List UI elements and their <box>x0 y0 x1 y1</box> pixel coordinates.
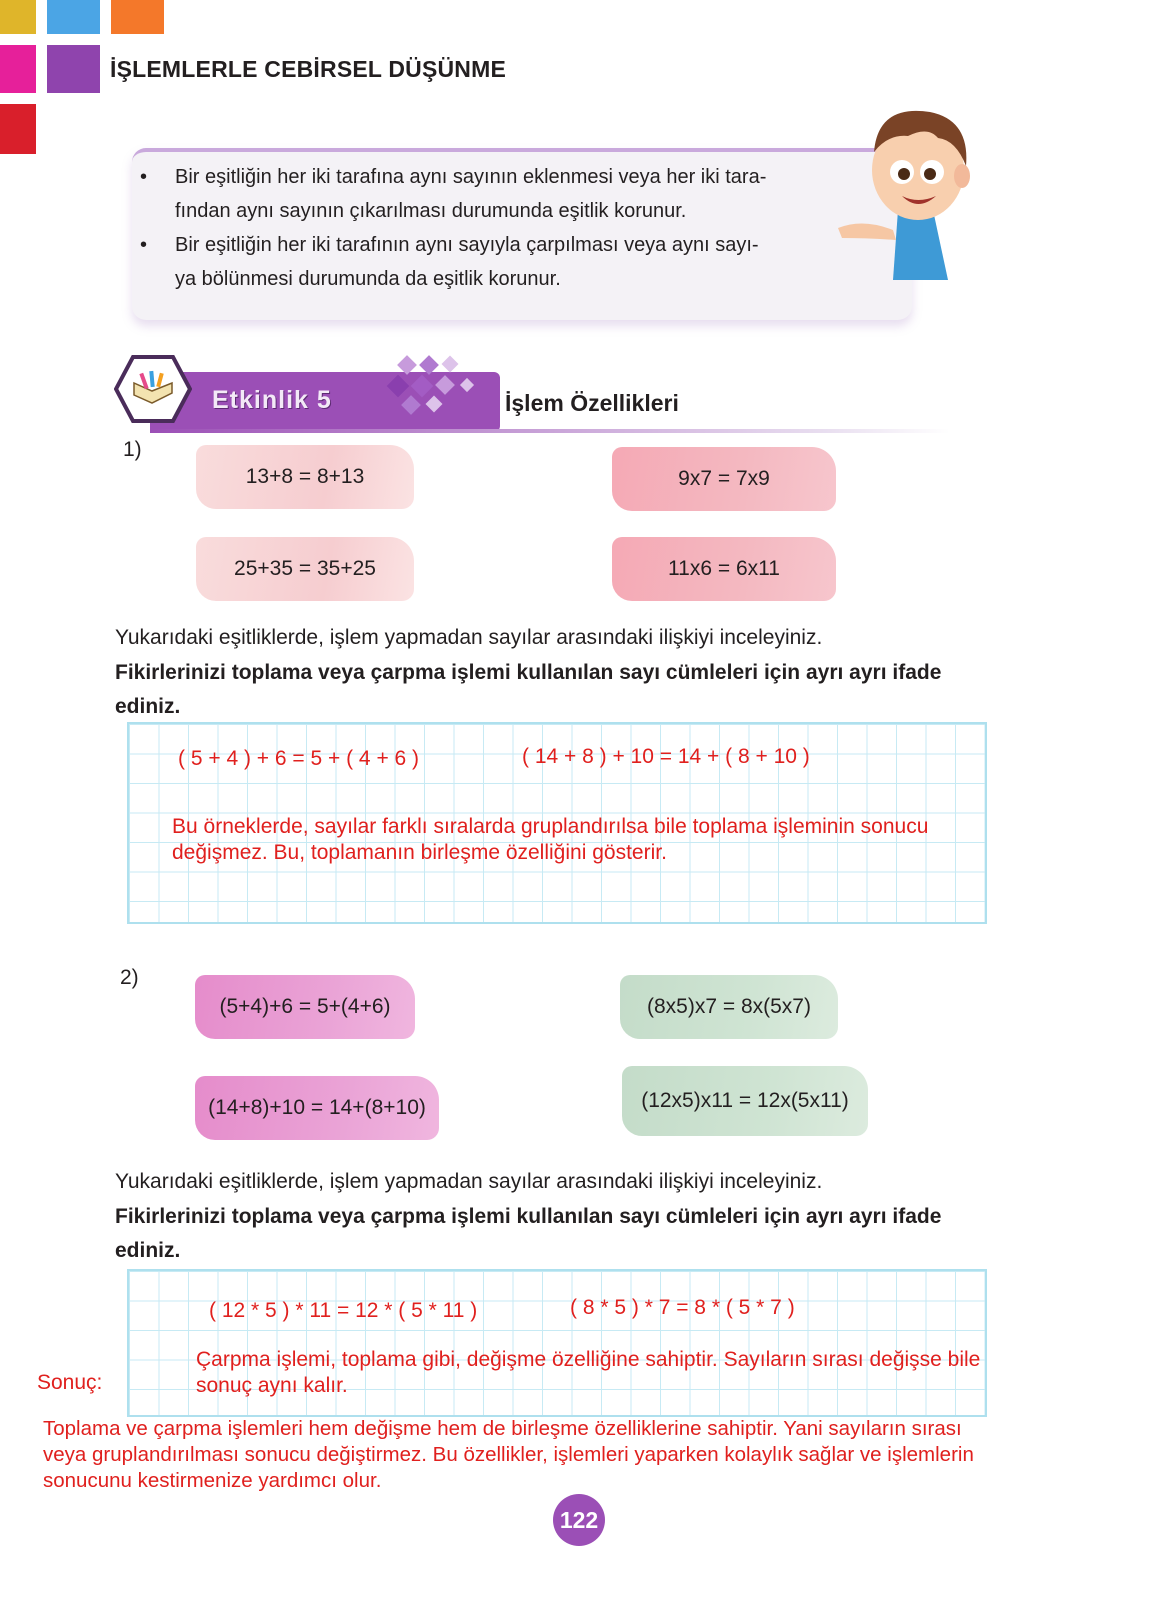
info-bullet1-line2: fından aynı sayının çıkarılması durumunda eşitlik korunur. <box>175 200 687 222</box>
corner-square-orange <box>111 0 164 34</box>
part2-equation-b: (8x5)x7 = 8x(5x7) <box>620 975 838 1039</box>
conclusion-line1: Toplama ve çarpma işlemleri hem değişme hem de birleşme özelliklerine sahiptir. Yani sayıların sırası <box>43 1417 962 1440</box>
info-bullet2-line1: Bir eşitliğin her iki tarafının aynı sayıyla çarpılması veya aynı sayı- <box>175 234 759 256</box>
page-number: 122 <box>553 1494 605 1546</box>
part2-answer-text-line2: sonuç aynı kalır. <box>196 1374 348 1397</box>
part2-task-line1: Fikirlerinizi toplama veya çarpma işlemi kullanılan sayı cümleleri için ayrı ayrı ifade <box>115 1205 942 1228</box>
part2-equation-c: (14+8)+10 = 14+(8+10) <box>195 1076 439 1140</box>
bullet-dot: • <box>140 166 148 188</box>
corner-square-red <box>0 104 36 154</box>
part1-answer-equation1: ( 5 + 4 ) + 6 = 5 + ( 4 + 6 ) <box>178 747 420 770</box>
part1-equation-d: 11x6 = 6x11 <box>612 537 836 601</box>
part2-answer-equation2: ( 8 * 5 ) * 7 = 8 * ( 5 * 7 ) <box>570 1296 795 1319</box>
conclusion-line3: sonucunu kestirmenize yardımcı olur. <box>43 1469 382 1492</box>
conclusion-label: Sonuç: <box>37 1371 103 1394</box>
corner-square-blue <box>47 0 100 34</box>
part1-task-line1: Fikirlerinizi toplama veya çarpma işlemi kullanılan sayı cümleleri için ayrı ayrı ifade <box>115 661 942 684</box>
info-box <box>132 148 912 320</box>
part2-answer-text-line1: Çarpma işlemi, toplama gibi, değişme özelliğine sahiptir. Sayıların sırası değişse bile <box>196 1348 981 1371</box>
part1-number: 1) <box>123 438 142 461</box>
corner-square-purple <box>47 45 100 93</box>
corner-square-yellow <box>0 0 36 34</box>
boy-character-illustration <box>838 100 978 280</box>
part2-equation-d: (12x5)x11 = 12x(5x11) <box>622 1066 868 1136</box>
part1-answer-text-line2: değişmez. Bu, toplamanın birleşme özelliğini gösterir. <box>172 841 667 864</box>
activity-title: İşlem Özellikleri <box>505 390 679 416</box>
part2-number: 2) <box>120 966 139 989</box>
part2-equation-a: (5+4)+6 = 5+(4+6) <box>195 975 415 1039</box>
part1-answer-text-line1: Bu örneklerde, sayılar farklı sıralarda gruplandırılsa bile toplama işleminin sonucu <box>172 815 929 838</box>
book-icon <box>114 355 192 423</box>
decorative-diamonds <box>370 350 490 420</box>
corner-square-pink <box>0 45 36 93</box>
info-bullet2-line2: ya bölünmesi durumunda da eşitlik korunur. <box>175 268 561 290</box>
part1-task-line2: ediniz. <box>115 695 181 718</box>
part1-equation-a: 13+8 = 8+13 <box>196 445 414 509</box>
part1-equation-b: 9x7 = 7x9 <box>612 447 836 511</box>
part2-task-line2: ediniz. <box>115 1239 181 1262</box>
part1-answer-equation2: ( 14 + 8 ) + 10 = 14 + ( 8 + 10 ) <box>522 745 810 768</box>
activity-header-underline <box>150 429 950 433</box>
part1-equation-c: 25+35 = 35+25 <box>196 537 414 601</box>
conclusion-line2: veya gruplandırılması sonucu değiştirmez. Bu özellikler, işlemleri yaparken kolaylık sağlar ve işlemlerin <box>43 1443 974 1466</box>
chapter-title: İŞLEMLERLE CEBİRSEL DÜŞÜNME <box>110 56 507 82</box>
part1-instruction: Yukarıdaki eşitliklerde, işlem yapmadan sayılar arasındaki ilişkiyi inceleyiniz. <box>115 626 823 649</box>
part2-instruction: Yukarıdaki eşitliklerde, işlem yapmadan sayılar arasındaki ilişkiyi inceleyiniz. <box>115 1170 823 1193</box>
info-bullet1-line1: Bir eşitliğin her iki tarafına aynı sayının eklenmesi veya her iki tara- <box>175 166 767 188</box>
bullet-dot: • <box>140 234 148 256</box>
activity-label: Etkinlik 5 <box>212 386 332 414</box>
part2-answer-equation1: ( 12 * 5 ) * 11 = 12 * ( 5 * 11 ) <box>209 1299 478 1322</box>
